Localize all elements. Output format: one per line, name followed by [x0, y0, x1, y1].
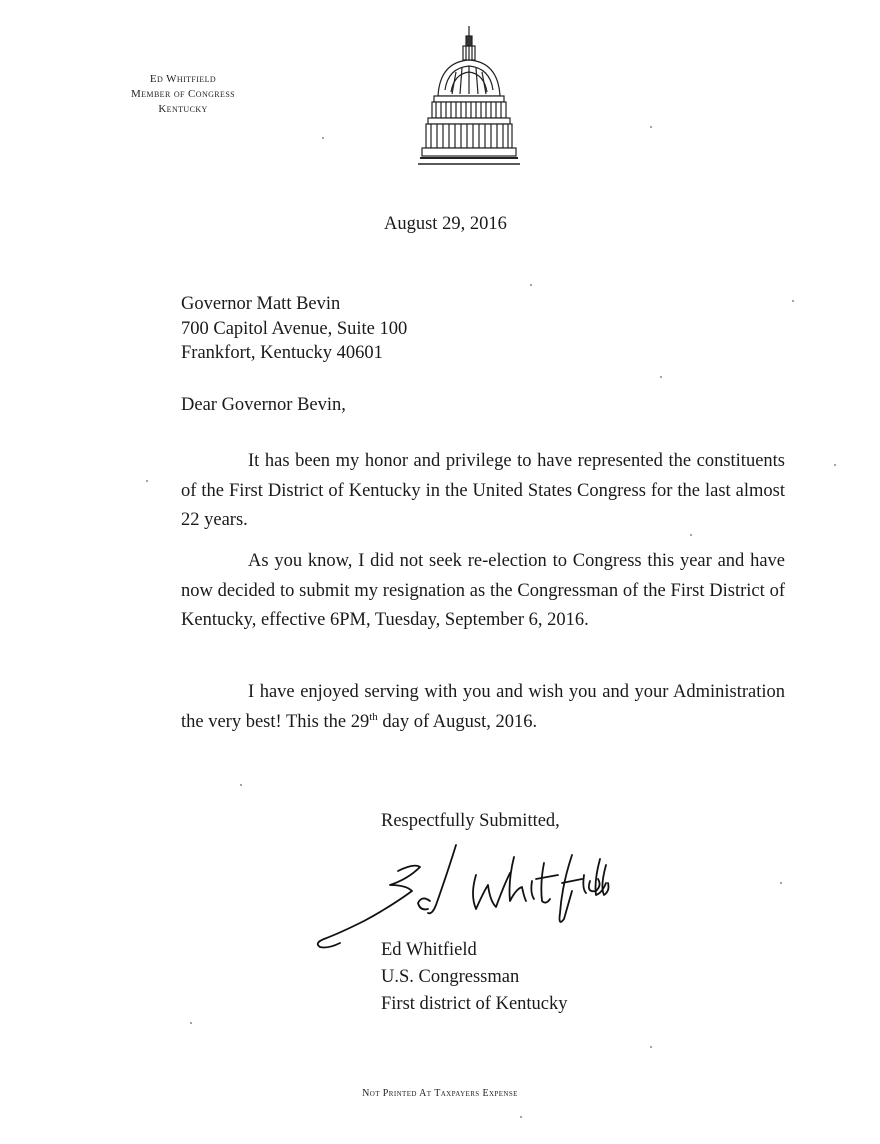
- letterhead-name: Ed Whitfield: [149, 73, 217, 85]
- body-paragraph-1: It has been my honor and privilege to have represented the constituents of the First District of Kentucky in the United States Congress for the last almost 22 years.: [181, 451, 785, 530]
- ordinal-suffix: th: [369, 710, 378, 723]
- scan-speck: [792, 300, 794, 302]
- salutation: Dear Governor Bevin,: [181, 395, 346, 415]
- capitol-dome-icon: [418, 24, 520, 170]
- letter-date: August 29, 2016: [384, 214, 507, 234]
- scan-speck: [146, 480, 148, 482]
- letterhead-title: Member of Congress: [130, 88, 236, 100]
- signer-district: First district of Kentucky: [381, 994, 568, 1014]
- scan-speck: [690, 534, 692, 536]
- recipient-address: [181, 292, 407, 366]
- scan-speck: [520, 1116, 522, 1118]
- letterhead-state: Kentucky: [158, 103, 208, 115]
- recipient-name: Governor Matt Bevin: [181, 294, 341, 314]
- scan-speck: [530, 284, 532, 286]
- signer-name: Ed Whitfield: [381, 940, 477, 960]
- paragraph-3-text-start: I have enjoyed serving with you and wish you and your Administration the very best! This the 29: [181, 682, 785, 732]
- scan-speck: [650, 126, 652, 128]
- body-paragraph-3: [181, 678, 785, 737]
- signer-title: U.S. Congressman: [381, 967, 520, 987]
- scan-speck: [240, 784, 242, 786]
- recipient-city: Frankfort, Kentucky 40601: [181, 343, 383, 363]
- body-paragraph-2: As you know, I did not seek re-election to Congress this year and have now decided to submit my resignation as the Congressman of the First District of Kentucky, effective 6PM, Tuesday, September 6, 2016.: [181, 551, 785, 630]
- scan-speck: [650, 1046, 652, 1048]
- recipient-street: 700 Capitol Avenue, Suite 100: [181, 318, 408, 339]
- letterhead: [98, 72, 268, 117]
- scan-speck: [660, 376, 662, 378]
- scan-speck: [190, 1022, 192, 1024]
- scan-speck: [780, 882, 782, 884]
- paragraph-3-text-end: day of August, 2016.: [377, 711, 538, 732]
- closing: Respectfully Submitted,: [381, 811, 560, 831]
- signer-block: [381, 937, 568, 1018]
- handwritten-signature: [310, 835, 610, 951]
- scan-speck: [834, 464, 836, 466]
- footer-disclaimer: Not Printed At Taxpayers Expense: [362, 1088, 518, 1099]
- scan-speck: [322, 137, 324, 139]
